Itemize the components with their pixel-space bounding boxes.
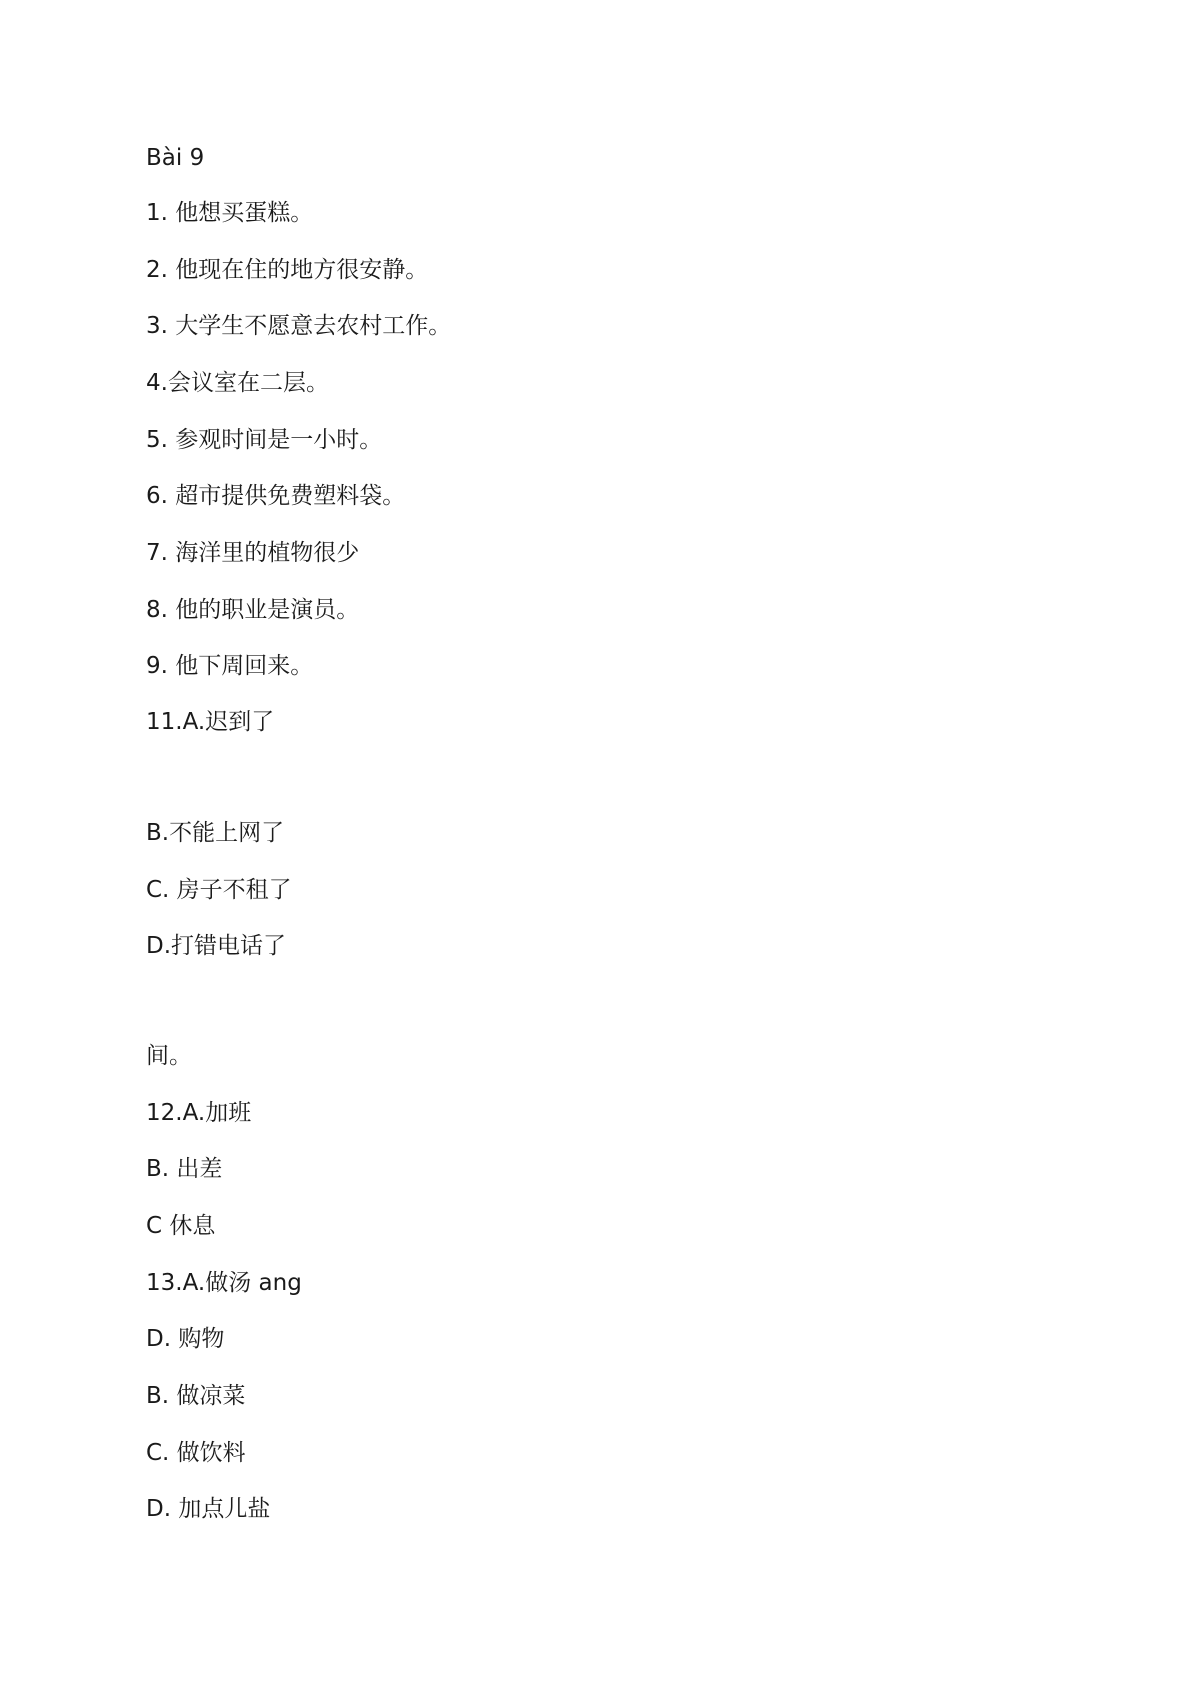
line-13c: C. 做饮料 bbox=[146, 1440, 246, 1466]
line-11d: D.打错电话了 bbox=[146, 933, 287, 959]
line-9: 9. 他下周回来。 bbox=[146, 653, 314, 679]
line-13a: 13.A.做汤 ang bbox=[146, 1270, 302, 1296]
line-3: 3. 大学生不愿意去农村工作。 bbox=[146, 313, 452, 339]
line-2: 2. 他现在住的地方很安静。 bbox=[146, 257, 429, 283]
line-6: 6. 超市提供免费塑料袋。 bbox=[146, 483, 406, 509]
line-11b: B.不能上网了 bbox=[146, 820, 285, 846]
line-13d-1: D. 购物 bbox=[146, 1326, 225, 1352]
line-12c: C 休息 bbox=[146, 1213, 216, 1239]
line-5: 5. 参观时间是一小时。 bbox=[146, 427, 383, 453]
line-1: 1. 他想买蛋糕。 bbox=[146, 200, 314, 226]
line-8: 8. 他的职业是演员。 bbox=[146, 597, 360, 623]
line-11a: 11.A.迟到了 bbox=[146, 709, 275, 735]
line-4: 4.会议室在二层。 bbox=[146, 370, 329, 396]
line-13d-2: D. 加点儿盐 bbox=[146, 1496, 271, 1522]
line-12a: 12.A.加班 bbox=[146, 1100, 252, 1126]
line-fragment: 间。 bbox=[146, 1043, 192, 1069]
line-11c: C. 房子不租了 bbox=[146, 877, 292, 903]
document-title: Bài 9 bbox=[146, 145, 205, 171]
line-12b: B. 出差 bbox=[146, 1156, 223, 1182]
line-13b: B. 做凉菜 bbox=[146, 1383, 246, 1409]
line-7: 7. 海洋里的植物很少 bbox=[146, 540, 360, 566]
